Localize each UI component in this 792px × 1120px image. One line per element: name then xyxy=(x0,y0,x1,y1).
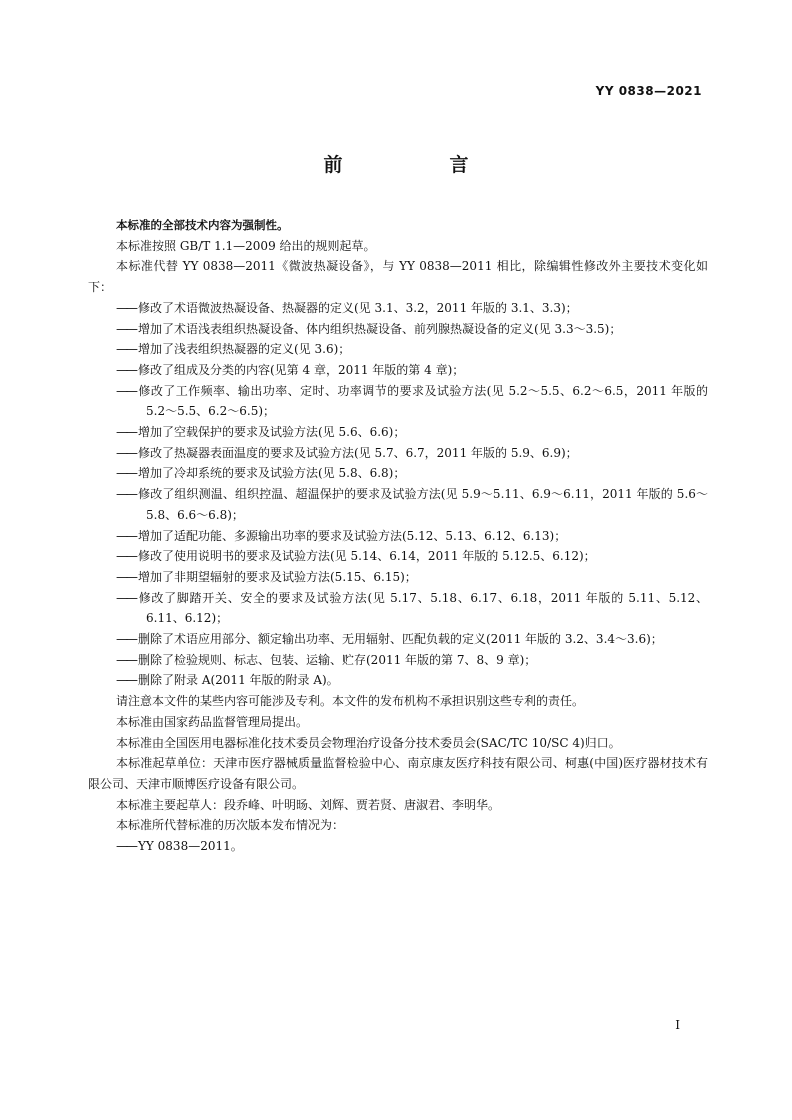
dash-marker: —— xyxy=(116,673,136,688)
history-text: YY 0838—2011。 xyxy=(138,839,243,854)
change-text: 增加了术语浅表组织热凝设备、体内组织热凝设备、前列腺热凝设备的定义(见 3.3～3.5)； xyxy=(138,321,622,336)
change-item xyxy=(88,650,708,671)
drafters-paragraph: 本标准主要起草人：段乔峰、叶明旸、刘辉、贾若贤、唐淑君、李明华。 xyxy=(116,797,501,812)
change-text: 修改了热凝器表面温度的要求及试验方法(见 5.7、6.7，2011 年版的 5.9、6.9)； xyxy=(138,445,578,460)
dash-marker: —— xyxy=(116,445,136,460)
dash-marker: —— xyxy=(116,487,136,502)
dash-marker: —— xyxy=(116,549,136,564)
change-text: 增加了适配功能、多源输出功率的要求及试验方法(5.12、5.13、6.12、6.13)； xyxy=(138,528,567,543)
change-item xyxy=(88,339,708,360)
change-text: 修改了脚踏开关、安全的要求及试验方法(见 5.17、5.18、6.17、6.18，2011 年版的 5.11、5.12、6.11、6.12)； xyxy=(138,590,708,626)
change-text: 修改了组成及分类的内容(见第 4 章，2011 年版的第 4 章)； xyxy=(138,362,465,377)
change-text: 删除了附录 A(2011 年版的附录 A)。 xyxy=(138,673,339,688)
drafting-units-paragraph: 本标准起草单位：天津市医疗器械质量监督检验中心、南京康友医疗科技有限公司、柯惠(中国)医疗器材技术有限公司、天津市顺博医疗设备有限公司。 xyxy=(88,756,708,791)
change-text: 删除了术语应用部分、额定输出功率、无用辐射、匹配负载的定义(2011 年版的 3.2、3.4～3.6)； xyxy=(138,632,663,647)
dash-marker: —— xyxy=(116,590,136,605)
change-item xyxy=(88,298,708,319)
drafting-rules-paragraph: 本标准按照 GB/T 1.1—2009 给出的规则起草。 xyxy=(116,238,376,253)
change-item xyxy=(88,629,708,650)
change-text: 修改了术语微波热凝设备、热凝器的定义(见 3.1、3.2，2011 年版的 3.1、3.3)； xyxy=(138,300,578,315)
change-text: 增加了冷却系统的要求及试验方法(见 5.8、6.8)； xyxy=(138,466,406,481)
dash-marker: —— xyxy=(116,425,136,440)
change-item xyxy=(88,319,708,340)
dash-marker: —— xyxy=(116,383,136,398)
dash-marker: —— xyxy=(116,362,136,377)
dash-marker: —— xyxy=(116,321,136,336)
dash-marker: —— xyxy=(116,300,136,315)
dash-marker: —— xyxy=(116,839,136,854)
change-text: 修改了组织测温、组织控温、超温保护的要求及试验方法(见 5.9～5.11、6.9～6.11，2011 年版的 5.6～5.8、6.6～6.8)； xyxy=(138,487,708,522)
change-text: 增加了空载保护的要求及试验方法(见 5.6、6.6)； xyxy=(138,425,406,440)
mandatory-statement: 本标准的全部技术内容为强制性。 xyxy=(116,218,289,232)
history-intro-paragraph: 本标准所代替标准的历次版本发布情况为： xyxy=(116,818,345,833)
proposer-paragraph: 本标准由国家药品监督管理局提出。 xyxy=(116,714,309,729)
change-text: 删除了检验规则、标志、包装、运输、贮存(2011 年版的第 7、8、9 章)； xyxy=(138,652,537,667)
dash-marker: —— xyxy=(116,632,136,647)
foreword-body xyxy=(88,215,708,857)
change-text: 修改了工作频率、输出功率、定时、功率调节的要求及试验方法(见 5.2～5.5、6.2～6.5，2011 年版的 5.2～5.5、6.2～6.5)； xyxy=(138,383,708,419)
dash-marker: —— xyxy=(116,528,136,543)
page-title: 前 言 xyxy=(323,154,513,176)
change-item xyxy=(88,463,708,484)
document-code: YY 0838—2021 xyxy=(595,84,702,98)
change-text: 增加了非期望辐射的要求及试验方法(5.15、6.15)； xyxy=(138,569,417,584)
dash-marker: —— xyxy=(116,466,136,481)
change-item xyxy=(88,484,708,525)
dash-marker: —— xyxy=(116,569,136,584)
change-item xyxy=(88,670,708,691)
change-item xyxy=(88,526,708,547)
change-item xyxy=(88,588,708,629)
change-text: 修改了使用说明书的要求及试验方法(见 5.14、6.14，2011 年版的 5.12.5、6.12)； xyxy=(138,549,596,564)
change-item xyxy=(88,360,708,381)
dash-marker: —— xyxy=(116,652,136,667)
page-number: I xyxy=(675,1018,680,1032)
change-item xyxy=(88,381,708,422)
change-item xyxy=(88,546,708,567)
change-item xyxy=(88,422,708,443)
patent-notice: 请注意本文件的某些内容可能涉及专利。本文件的发布机构不承担识别这些专利的责任。 xyxy=(116,694,585,709)
history-item xyxy=(88,836,708,857)
change-text: 增加了浅表组织热凝器的定义(见 3.6)； xyxy=(138,342,351,357)
dash-marker: —— xyxy=(116,342,136,357)
change-item xyxy=(88,567,708,588)
change-item xyxy=(88,443,708,464)
replacement-paragraph: 本标准代替 YY 0838—2011《微波热凝设备》，与 YY 0838—2011 相比，除编辑性修改外主要技术变化如下： xyxy=(88,259,708,295)
committee-paragraph: 本标准由全国医用电器标准化技术委员会物理治疗设备分技术委员会(SAC/TC 10/SC 4)归口。 xyxy=(116,735,621,750)
